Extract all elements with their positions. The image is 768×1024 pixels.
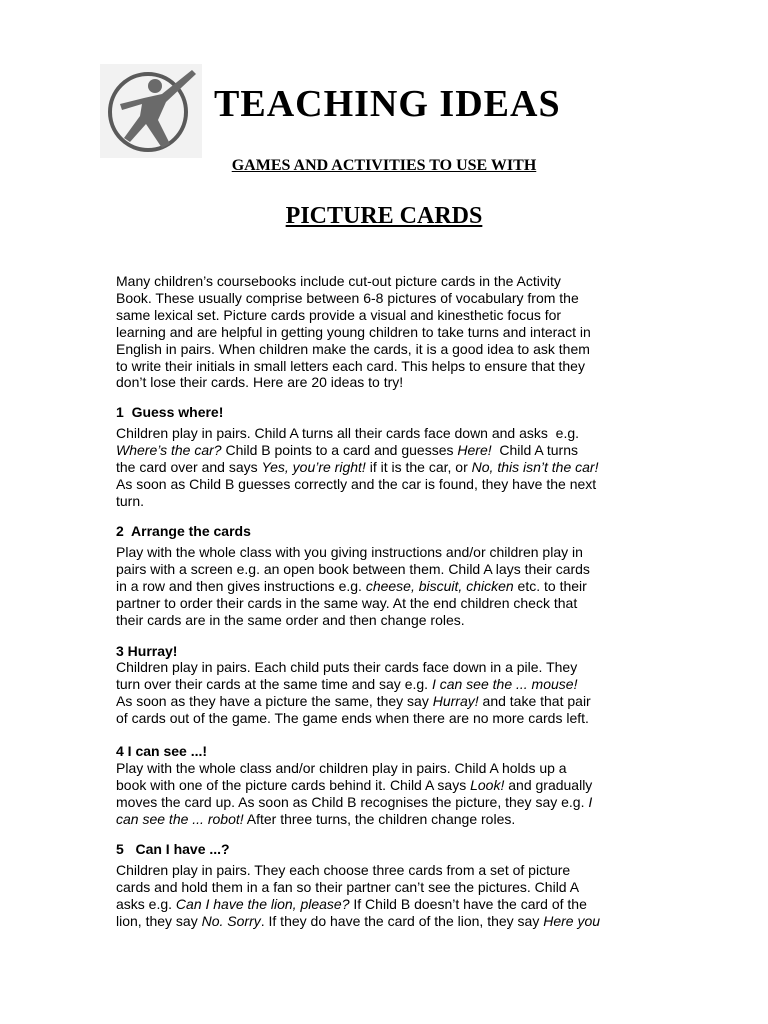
activity-description: [116, 760, 661, 828]
intro-line: English in pairs. When children make the cards, it is a good idea to ask them: [116, 340, 590, 357]
example-phrase: Can I have the lion, please?: [175, 895, 350, 912]
text-segment: . If they do have the card of the lion, they say: [260, 912, 544, 929]
example-phrase: No. Sorry: [201, 912, 261, 929]
activity-heading: 2 Arrange the cards: [116, 523, 251, 539]
activity-heading: 1 Guess where!: [116, 404, 224, 420]
text-segment: lion, they say: [116, 912, 202, 929]
intro-line: learning and are helpful in getting young children to take turns and interact in: [116, 323, 591, 340]
example-phrase: I: [588, 793, 593, 810]
text-line: [116, 595, 661, 612]
text-line: [116, 710, 661, 727]
text-segment: cards and hold them in a fan so their partner can’t see the pictures. Child A: [116, 878, 580, 895]
text-line: [116, 896, 661, 913]
intro-line: same lexical set. Picture cards provide a visual and kinesthetic focus for: [116, 306, 562, 323]
text-segment: moves the card up. As soon as Child B recognises the picture, they say e.g.: [116, 793, 589, 810]
text-line: [116, 459, 661, 476]
example-phrase: Yes, you’re right!: [261, 458, 366, 475]
text-segment: turn.: [116, 492, 145, 509]
text-line: [116, 811, 661, 828]
text-segment: and take that pair: [478, 692, 591, 709]
running-figure-logo-icon: [100, 64, 202, 158]
intro-line: don’t lose their cards. Here are 20 ideas to try!: [116, 374, 404, 391]
activity-heading: 3 Hurray!: [116, 643, 178, 659]
text-segment: if it is the car, or: [365, 458, 472, 475]
intro-line: Many children’s coursebooks include cut-out picture cards in the Activity: [116, 273, 561, 289]
text-segment: Play with the whole class with you giving instructions and/or children play in: [116, 544, 583, 560]
topic-heading: PICTURE CARDS: [285, 203, 483, 229]
example-phrase: Here you: [543, 912, 601, 929]
activity-description: [116, 659, 661, 727]
text-line: [116, 561, 661, 578]
text-line: [116, 578, 661, 595]
text-segment: Children play in pairs. Each child puts their cards face down in a pile. They: [116, 659, 578, 675]
text-line: [116, 794, 661, 811]
activity-description: [116, 862, 661, 930]
text-segment: partner to order their cards in the same way. At the end children check that: [116, 594, 578, 611]
text-segment: If Child B doesn’t have the card of the: [349, 895, 587, 912]
text-line: [116, 493, 661, 510]
text-line: [116, 476, 661, 493]
activity-heading: 4 I can see ...!: [116, 743, 208, 759]
example-phrase: I can see the ... mouse!: [431, 675, 578, 692]
text-segment: As soon as Child B guesses correctly and the car is found, they have the next: [116, 475, 597, 492]
text-segment: of cards out of the game. The game ends when there are no more cards left.: [116, 709, 589, 726]
text-line: [116, 913, 661, 930]
text-line: [116, 676, 661, 693]
text-segment: Child B points to a card and guesses: [221, 441, 458, 458]
text-segment: and gradually: [504, 776, 593, 793]
text-segment: Child A turns: [491, 441, 579, 458]
text-segment: book with one of the picture cards behind it. Child A says: [116, 776, 471, 793]
text-segment: turn over their cards at the same time and say e.g.: [116, 675, 432, 692]
page-title: TEACHING IDEAS: [214, 83, 561, 125]
example-phrase: Hurray!: [432, 692, 479, 709]
text-line: [116, 544, 661, 561]
text-line: [116, 659, 661, 676]
page-subtitle: GAMES AND ACTIVITIES TO USE WITH: [231, 157, 537, 174]
text-line: [116, 777, 661, 794]
text-line: [116, 760, 661, 777]
example-phrase: Here!: [457, 441, 492, 458]
activity-description: [116, 425, 661, 510]
text-segment: After three turns, the children change roles.: [243, 810, 516, 827]
example-phrase: cheese, biscuit, chicken: [365, 577, 514, 594]
text-segment: asks e.g.: [116, 895, 176, 912]
text-line: [116, 425, 661, 442]
text-segment: pairs with a screen e.g. an open book between them. Child A lays their cards: [116, 560, 590, 577]
text-segment: their cards are in the same order and then change roles.: [116, 611, 465, 628]
example-phrase: can see the ... robot!: [116, 810, 244, 827]
intro-paragraph: [116, 273, 661, 391]
text-segment: Play with the whole class and/or children play in pairs. Child A holds up a: [116, 760, 567, 776]
example-phrase: Where’s the car?: [116, 441, 222, 458]
activity-heading: 5 Can I have ...?: [116, 841, 230, 857]
example-phrase: Look!: [470, 776, 505, 793]
text-line: [116, 862, 661, 879]
example-phrase: No, this isn’t the car!: [471, 458, 599, 475]
activity-description: [116, 544, 661, 629]
text-segment: the card over and says: [116, 458, 262, 475]
text-line: [116, 693, 661, 710]
text-line: [116, 879, 661, 896]
text-segment: As soon as they have a picture the same, they say: [116, 692, 433, 709]
intro-line: to write their initials in small letters each card. This helps to ensure that they: [116, 357, 585, 374]
text-segment: etc. to their: [513, 577, 587, 594]
text-line: [116, 442, 661, 459]
intro-line: Book. These usually comprise between 6-8 pictures of vocabulary from the: [116, 289, 579, 306]
text-segment: Children play in pairs. Child A turns all their cards face down and asks e.g.: [116, 425, 580, 441]
text-line: [116, 612, 661, 629]
text-segment: in a row and then gives instructions e.g.: [116, 577, 366, 594]
text-segment: Children play in pairs. They each choose three cards from a set of picture: [116, 862, 571, 878]
